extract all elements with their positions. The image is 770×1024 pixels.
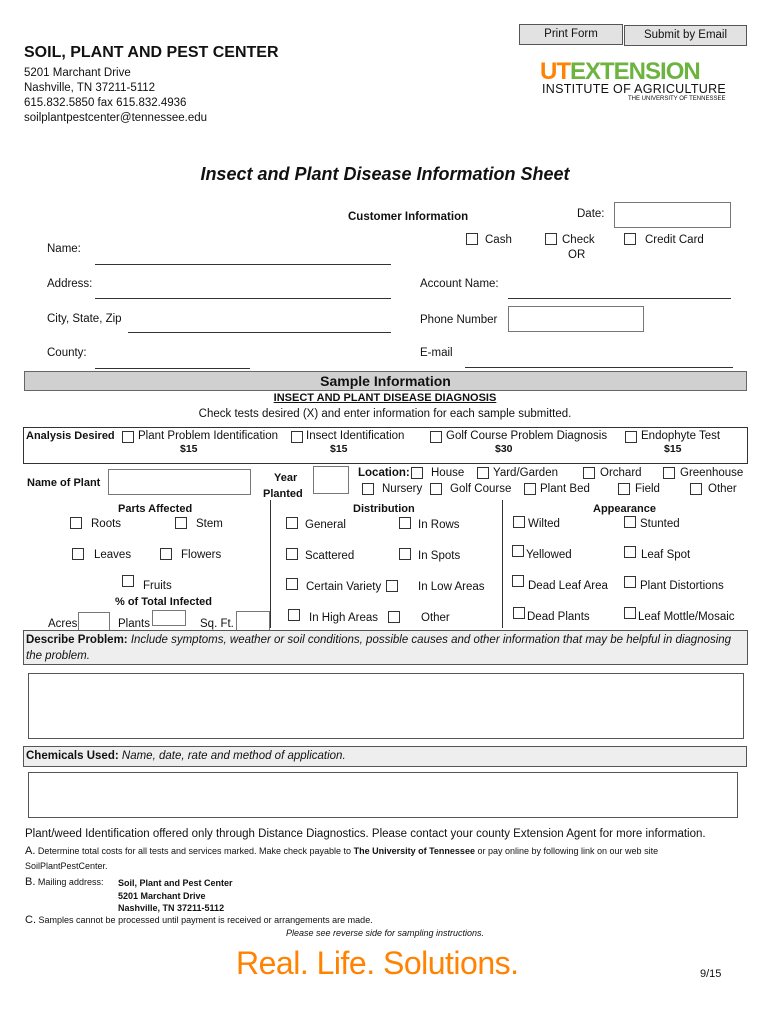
reverse-side-note: Please see reverse side for sampling instructions. <box>285 928 485 938</box>
distribution-heading: Distribution <box>353 503 415 515</box>
nursery-label: Nursery <box>382 483 423 495</box>
insect-id-price: $15 <box>330 443 348 455</box>
planted-label: Planted <box>263 488 303 500</box>
fruits-checkbox[interactable] <box>122 575 134 587</box>
mailing-address-line-1: Soil, Plant and Pest Center <box>118 878 233 888</box>
note-b-text: Mailing address: <box>37 877 104 887</box>
plant-bed-checkbox[interactable] <box>524 483 536 495</box>
golf-course-location-label: Golf Course <box>450 483 512 495</box>
flowers-label: Flowers <box>181 549 222 561</box>
fruits-label: Fruits <box>143 580 172 592</box>
stunted-label: Stunted <box>640 518 680 530</box>
account-name-field[interactable] <box>508 298 731 299</box>
stem-label: Stem <box>196 518 223 530</box>
dead-leaf-area-checkbox[interactable] <box>512 575 524 587</box>
leaves-checkbox[interactable] <box>72 548 84 560</box>
house-label: House <box>431 467 465 479</box>
phone-number-field[interactable] <box>508 306 644 332</box>
print-form-button[interactable]: Print Form <box>519 24 623 45</box>
scattered-checkbox[interactable] <box>286 548 298 560</box>
endophyte-label: Endophyte Test <box>641 430 721 442</box>
version-number: 9/15 <box>700 968 722 980</box>
note-a-continued: SoilPlantPestCenter. <box>25 861 108 871</box>
sample-info-bar <box>24 371 747 391</box>
wilted-checkbox[interactable] <box>513 516 525 528</box>
phone-number-label: Phone Number <box>420 314 498 326</box>
ut-extension-logo <box>540 60 735 105</box>
year-planted-field[interactable] <box>313 466 349 494</box>
describe-problem-text: Include symptoms, weather or soil conditions, possible causes and other information that may be helpful in diagnosing the problem. <box>26 634 732 662</box>
logo-institute: INSTITUTE OF AGRICULTURE <box>542 82 727 96</box>
plant-distortions-checkbox[interactable] <box>624 576 636 588</box>
describe-problem-field[interactable] <box>28 673 744 739</box>
city-state-zip-field[interactable] <box>128 332 391 333</box>
golf-course-label: Golf Course Problem Diagnosis <box>446 430 608 442</box>
leaf-spot-label: Leaf Spot <box>641 549 691 561</box>
note-b <box>25 876 103 888</box>
address-field[interactable] <box>95 298 391 299</box>
field-label: Field <box>635 483 660 495</box>
in-low-areas-checkbox[interactable] <box>386 580 398 592</box>
leaf-spot-checkbox[interactable] <box>624 546 636 558</box>
plants-field[interactable] <box>152 610 186 626</box>
date-field[interactable] <box>614 202 731 228</box>
roots-label: Roots <box>91 518 122 530</box>
county-field[interactable] <box>95 368 250 369</box>
check-checkbox[interactable] <box>545 233 557 245</box>
org-address <box>24 66 207 126</box>
orchard-checkbox[interactable] <box>583 467 595 479</box>
pct-total-infected-label: % of Total Infected <box>115 596 212 608</box>
leaf-mottle-label: Leaf Mottle/Mosaic <box>638 611 735 623</box>
flowers-checkbox[interactable] <box>160 548 172 560</box>
name-of-plant-field[interactable] <box>108 469 251 495</box>
account-name-label: Account Name: <box>420 278 499 290</box>
other-distribution-label: Other <box>421 612 450 624</box>
note-a-text: Determine total costs for all tests and services marked. Make check payable to <box>37 846 352 856</box>
sqft-field[interactable] <box>236 611 270 631</box>
dead-plants-label: Dead Plants <box>527 611 590 623</box>
wilted-label: Wilted <box>528 518 560 530</box>
insect-id-checkbox[interactable] <box>291 431 303 443</box>
greenhouse-checkbox[interactable] <box>663 467 675 479</box>
yellowed-checkbox[interactable] <box>512 545 524 557</box>
column-divider-2 <box>502 500 503 628</box>
golf-course-location-checkbox[interactable] <box>430 483 442 495</box>
analysis-desired-label: Analysis Desired <box>26 430 115 442</box>
plant-weed-note: Plant/weed Identification offered only through Distance Diagnostics. Please contact your county Extension Agent for more information. <box>25 828 706 840</box>
plant-problem-id-price: $15 <box>180 443 198 455</box>
chemicals-used-field[interactable] <box>28 772 738 818</box>
insect-id-label: Insect Identification <box>306 430 405 442</box>
other-location-label: Other <box>708 483 737 495</box>
credit-card-label: Credit Card <box>645 234 704 246</box>
yard-garden-checkbox[interactable] <box>477 467 489 479</box>
note-c-letter: C. <box>25 914 36 926</box>
endophyte-price: $15 <box>664 443 682 455</box>
acres-field[interactable] <box>78 612 110 632</box>
phone-line: 615.832.5850 fax 615.832.4936 <box>24 97 187 109</box>
general-label: General <box>305 519 346 531</box>
yellowed-label: Yellowed <box>526 549 572 561</box>
plant-distortions-label: Plant Distortions <box>640 580 724 592</box>
email-line: soilplantpestcenter@tennessee.edu <box>24 112 208 124</box>
address-line-2: Nashville, TN 37211-5112 <box>24 82 156 94</box>
dead-plants-checkbox[interactable] <box>513 607 525 619</box>
note-a <box>25 845 658 857</box>
plant-problem-id-checkbox[interactable] <box>122 431 134 443</box>
logo-university: THE UNIVERSITY OF TENNESSEE <box>628 96 726 102</box>
logo-extension: EXTENSION <box>570 58 700 85</box>
check-label: Check <box>562 234 595 246</box>
sqft-label: Sq. Ft. <box>200 618 234 630</box>
orchard-label: Orchard <box>600 467 642 479</box>
general-checkbox[interactable] <box>286 517 298 529</box>
in-high-areas-label: In High Areas <box>309 612 379 624</box>
plant-bed-label: Plant Bed <box>540 483 590 495</box>
leaf-mottle-checkbox[interactable] <box>624 607 636 619</box>
note-a-text-2: or pay online by following link on our web site <box>477 846 659 856</box>
describe-problem-bar <box>23 630 748 665</box>
year-label: Year <box>274 472 298 484</box>
name-field[interactable] <box>95 264 391 265</box>
cash-label: Cash <box>485 234 512 246</box>
note-c <box>25 914 373 926</box>
sample-info-heading: Sample Information <box>320 373 451 389</box>
acres-label: Acres <box>48 618 78 630</box>
golf-course-price: $30 <box>495 443 513 455</box>
org-name: SOIL, PLANT AND PEST CENTER <box>24 44 279 61</box>
address-label: Address: <box>47 278 93 290</box>
city-state-zip-label: City, State, Zip <box>47 313 122 325</box>
stem-checkbox[interactable] <box>175 517 187 529</box>
roots-checkbox[interactable] <box>70 517 82 529</box>
slogan: Real. Life. Solutions. <box>236 945 519 981</box>
diagnosis-heading: INSECT AND PLANT DISEASE DIAGNOSIS <box>273 392 497 404</box>
email-field[interactable] <box>465 367 733 368</box>
parts-affected-heading: Parts Affected <box>118 503 193 515</box>
note-b-letter: B. <box>25 876 36 888</box>
in-spots-label: In Spots <box>418 550 461 562</box>
note-a-letter: A. <box>25 845 36 857</box>
golf-course-checkbox[interactable] <box>430 431 442 443</box>
note-c-text: Samples cannot be processed until payment is received or arrangements are made. <box>38 915 373 925</box>
certain-variety-checkbox[interactable] <box>286 578 298 590</box>
cash-checkbox[interactable] <box>466 233 478 245</box>
in-low-areas-label: In Low Areas <box>418 581 485 593</box>
logo-ut: UT <box>540 58 570 85</box>
stunted-checkbox[interactable] <box>624 516 636 528</box>
field-checkbox[interactable] <box>618 483 630 495</box>
certain-variety-label: Certain Variety <box>306 581 382 593</box>
greenhouse-label: Greenhouse <box>680 467 744 479</box>
name-label: Name: <box>47 243 81 255</box>
other-location-checkbox[interactable] <box>690 483 702 495</box>
credit-card-checkbox[interactable] <box>624 233 636 245</box>
leaves-label: Leaves <box>94 549 132 561</box>
mailing-address-line-2: 5201 Marchant Drive <box>118 890 206 901</box>
mailing-address <box>118 877 233 915</box>
email-label: E-mail <box>420 347 453 359</box>
yard-garden-label: Yard/Garden <box>493 467 558 479</box>
mailing-address-line-3: Nashville, TN 37211-5112 <box>118 903 225 913</box>
chemicals-used-text: Name, date, rate and method of application. <box>121 750 346 762</box>
address-line-1: 5201 Marchant Drive <box>24 67 131 79</box>
endophyte-checkbox[interactable] <box>625 431 637 443</box>
customer-info-heading: Customer Information <box>348 211 469 223</box>
page-title: Insect and Plant Disease Information Sheet <box>200 164 570 184</box>
appearance-heading: Appearance <box>593 503 656 515</box>
date-label: Date: <box>577 208 605 220</box>
plants-label: Plants <box>118 618 150 630</box>
chemicals-used-label: Chemicals Used: <box>26 750 119 762</box>
county-label: County: <box>47 347 87 359</box>
in-spots-checkbox[interactable] <box>399 548 411 560</box>
chemicals-used-bar <box>23 746 747 767</box>
dead-leaf-area-label: Dead Leaf Area <box>528 580 608 592</box>
in-rows-checkbox[interactable] <box>399 517 411 529</box>
in-rows-label: In Rows <box>418 519 460 531</box>
submit-by-email-button[interactable]: Submit by Email <box>624 25 747 46</box>
note-a-payee: The University of Tennessee <box>353 846 475 856</box>
location-label: Location: <box>358 467 410 479</box>
plant-problem-id-label: Plant Problem Identification <box>138 430 278 442</box>
house-checkbox[interactable] <box>411 467 423 479</box>
in-high-areas-checkbox[interactable] <box>288 609 300 621</box>
describe-problem-label: Describe Problem: <box>26 634 128 646</box>
column-divider-1 <box>270 500 271 628</box>
check-instruction: Check tests desired (X) and enter information for each sample submitted. <box>198 408 572 420</box>
nursery-checkbox[interactable] <box>362 483 374 495</box>
scattered-label: Scattered <box>305 550 355 562</box>
other-distribution-checkbox[interactable] <box>388 611 400 623</box>
or-label: OR <box>568 249 586 261</box>
name-of-plant-label: Name of Plant <box>27 477 101 489</box>
